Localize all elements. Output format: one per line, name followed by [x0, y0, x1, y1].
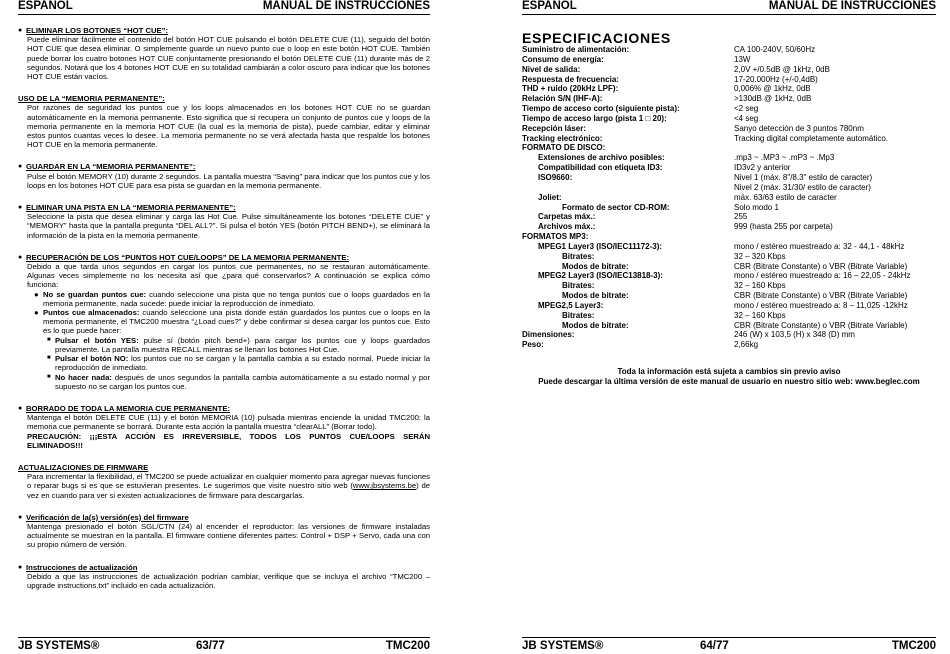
body-text: Para incrementar la flexibilidad, el TMC200 se puede actualizar en cualquier momento para agregar nuevas funciones o reparar bugs si es que se estuvieran presentes. Le sugerimos que visite nuestro sitio web (: [27, 472, 430, 491]
spec-label: Extensiones de archivo posibles:: [538, 153, 665, 163]
spec-label: Consumo de energía:: [522, 54, 604, 64]
item-label: No se guardan puntos cue:: [43, 289, 147, 299]
list-item: [18, 308, 430, 336]
spec-value: 2,0V +/0.5dB @ 1kHz, 0dB: [734, 64, 830, 74]
page-header: [522, 0, 936, 15]
spec-row: [522, 262, 936, 272]
bullet-icon: ●: [18, 163, 23, 171]
page-header: [18, 0, 430, 15]
list-item: [18, 373, 430, 391]
spec-value: 999 (hasta 255 por carpeta): [734, 222, 833, 232]
bullet-icon: ●: [18, 563, 23, 571]
list-item: [18, 354, 430, 372]
spec-value: Sanyo detección de 3 puntos 780nm: [734, 123, 864, 133]
item-label: Pulsar el botón NO:: [55, 354, 129, 364]
spec-row: [522, 153, 936, 163]
spec-label: Modos de bitrate:: [562, 320, 629, 330]
spec-row: [522, 271, 936, 281]
spec-row: [522, 311, 936, 321]
section-title: ACTUALIZACIONES DE FIRMWARE: [18, 462, 149, 472]
page-footer: [18, 637, 430, 652]
section-body: Seleccione la pista que desea eliminar y carga las Hot Cue. Pulse simultáneamente los botones “DELETE CUE” y “MEMORY” hasta que la pantalla pregunta “DEL ALL?”. Si pulsa el botón YES (botón PITCH BEND+), se eliminará la información de la pista en la memoria permanente.: [27, 212, 430, 240]
header-language: ESPAÑOL: [522, 0, 577, 12]
spec-row: [522, 291, 936, 301]
notice-line: Toda la información está sujeta a cambios sin previo aviso: [617, 367, 841, 376]
spec-value: .mp3 ~ .MP3 ~ .mP3 ~ .Mp3: [734, 153, 835, 163]
list-item: [18, 336, 430, 354]
spec-value: 13W: [734, 54, 751, 64]
spec-label: FORMATOS MP3:: [522, 232, 589, 242]
spec-label: Carpetas máx.:: [538, 212, 596, 222]
spec-value: <2 seg: [734, 104, 759, 114]
section-eliminar-hot-cue: [18, 26, 430, 81]
spec-row: [522, 55, 936, 65]
section-body: Puede eliminar fácilmente el contenido del botón HOT CUE pulsando el botón DELETE CUE (11), seguido del botón HOT CUE que desea eliminar. O simplemente guarde un nuevo punto cue o loop en este botón HOT CUE. También puede borrar los cuatro botones HOT CUE conjuntamente presionando el botón DELETE CUE (11) durante más de 2 segundos. Notará que los 4 botones HOT CUE en su totalidad cambiarán a color oscuro para indicar que los botones HOT CUE están vacíos.: [27, 35, 430, 82]
spec-value: CBR (Bitrate Constante) o VBR (Bitrate Variable): [734, 320, 908, 330]
spec-row: [522, 65, 936, 75]
spec-value: 246 (W) x 103,5 (H) x 348 (D) mm: [734, 330, 855, 340]
spec-value: mono / estéreo muestreado a: 8 – 11,025 -12kHz: [734, 300, 908, 310]
spec-label: THD + ruido (20kHz LPF):: [522, 84, 619, 94]
header-title: MANUAL DE INSTRUCCIONES: [262, 0, 430, 12]
spec-value: Tracking digital completamente automático.: [734, 133, 888, 143]
spec-label: Nivel de salida:: [522, 64, 581, 74]
footer-brand: JB SYSTEMS®: [18, 640, 100, 652]
square-bullet-icon: ■: [47, 373, 51, 380]
spec-row: [522, 212, 936, 222]
spec-row: [522, 94, 936, 104]
spec-label: Dimensiones:: [522, 330, 575, 340]
header-language: ESPAÑOL: [18, 0, 73, 12]
section-title: ELIMINAR UNA PISTA EN LA “MEMORIA PERMANENTE”:: [26, 203, 236, 213]
footer-model: TMC200: [891, 640, 936, 652]
footer-model: TMC200: [385, 640, 430, 652]
spec-value: 255: [734, 212, 748, 222]
spec-value: >130dB @ 1kHz, 0dB: [734, 94, 812, 104]
spec-row: [522, 193, 936, 203]
spec-label: Archivos máx.:: [538, 222, 596, 232]
section-instrucciones: [18, 563, 430, 591]
spec-row: [522, 84, 936, 94]
spec-row: [522, 143, 936, 153]
section-title: Verificación de la(s) versión(es) del firmware: [26, 512, 189, 522]
spec-label: Bitrates:: [562, 310, 595, 320]
section-title: USO DE LA “MEMORIA PERMANENTE”:: [18, 94, 165, 104]
section-recuperacion: [18, 253, 430, 391]
section-guardar: [18, 162, 430, 190]
spec-label: Modos de bitrate:: [562, 261, 629, 271]
spec-value: mono / estéreo muestreado a: 16 – 22,05 - 24kHz: [734, 271, 911, 281]
footer-page-number: 64/77: [700, 640, 729, 652]
bullet-icon: ●: [34, 308, 39, 318]
item-text: pulse sí (botón pitch bend+) para cargar los puntos cue y loops guardados previamente. La pantalla muestra RECALL mientras se llenan los botones Hot Cue.: [55, 335, 430, 354]
footer-brand: JB SYSTEMS®: [522, 640, 604, 652]
spec-label: Suministro de alimentación:: [522, 45, 630, 54]
spec-value: <4 seg: [734, 113, 759, 123]
left-content: [18, 26, 430, 603]
spec-row: [522, 45, 936, 55]
item-text: cuando seleccione una pista que no tenga puntos cue o loops guardados en la memoria permanente, nada sucede: puede iniciar la reproducción de inmediato.: [43, 289, 430, 308]
website-link[interactable]: www.jbsystems.be: [352, 481, 417, 491]
item-text: cuando seleccione una pista donde están guardados los puntos cue o loops en la memoria permanente, el TMC200 muestra “¿Load cues?” y debe confirmar si desea cargar los puntos cue. Esto es lo que puede hacer:: [43, 308, 430, 336]
spec-row: [522, 232, 936, 242]
section-borrado: [18, 404, 430, 450]
spec-row: [522, 134, 936, 144]
spec-value: 32 – 160 Kbps: [734, 310, 786, 320]
warning-text: PRECAUCIÓN: ¡¡¡ESTA ACCIÓN ES IRREVERSIBLE, TODOS LOS PUNTOS CUE/LOOPS SERÁN ELIMINADOS!!!: [27, 431, 430, 450]
spec-row: [522, 203, 936, 213]
bullet-icon: ●: [18, 404, 23, 412]
footer-page-number: 63/77: [196, 640, 225, 652]
spec-value: Solo modo 1: [734, 202, 779, 212]
spec-row: [522, 75, 936, 85]
section-body: [18, 472, 430, 500]
spec-value: ID3v2 y anterior: [734, 163, 791, 173]
section-title: GUARDAR EN LA “MEMORIA PERMANENTE”:: [26, 162, 196, 172]
spec-label: Tiempo de acceso largo (pista 1 □ 20):: [522, 113, 667, 123]
spec-row: [522, 222, 936, 232]
section-title: ELIMINAR LOS BOTONES “HOT CUE”:: [26, 26, 169, 35]
section-eliminar-pista: [18, 203, 430, 240]
right-page: [522, 0, 936, 654]
spec-value: 32 – 320 Kbps: [734, 251, 786, 261]
item-label: Pulsar el botón YES:: [55, 335, 139, 345]
notice-line: Puede descargar la última versión de este manual de usuario en nuestro sitio web: www.beglec.com: [538, 377, 920, 386]
specifications-title: ESPECIFICACIONES: [522, 30, 671, 46]
spec-value: 2,66kg: [734, 340, 759, 350]
spec-label: Peso:: [522, 340, 544, 350]
spec-label: Formato de sector CD-ROM:: [562, 202, 670, 212]
spec-row: [522, 301, 936, 311]
page-footer: [522, 637, 936, 652]
spec-value: Nivel 2 (máx. 31/30/ estilo de caracter): [734, 182, 871, 192]
item-text: después de unos segundos la pantalla cambia automáticamente a su estado normal y por supuesto no se cargan los puntos cue.: [55, 372, 431, 391]
spec-row: [522, 330, 936, 340]
body-text: ) de vez en cuando para ver si existen actualizaciones de firmware para descargarlas.: [27, 481, 430, 500]
spec-label: MPEG2 Layer3 (ISO/IEC13818-3):: [538, 271, 663, 281]
spec-row: [522, 163, 936, 173]
section-firmware: [18, 463, 430, 500]
list-item: [18, 290, 430, 308]
notice: [522, 367, 936, 387]
spec-row: [522, 340, 936, 350]
square-bullet-icon: ■: [47, 336, 51, 343]
spec-row: [522, 252, 936, 262]
spec-value: CBR (Bitrate Constante) o VBR (Bitrate Variable): [734, 261, 908, 271]
spec-row: [522, 183, 936, 193]
spec-label: Respuesta de frecuencia:: [522, 74, 619, 84]
spec-value: 32 – 160 Kbps: [734, 281, 786, 291]
spec-label: Tiempo de acceso corto (siguiente pista):: [522, 104, 680, 114]
section-body: Mantenga presionado el botón SGL/CTN (24) al encender el reproductor: las versiones de firmware instaladas actualmente se muestran en la pantalla. El firmware contiene diferentes partes: Control + DSP + Servo, cada una con su propio número de versión.: [27, 521, 430, 550]
bullet-icon: ●: [18, 204, 23, 212]
spec-row: [522, 124, 936, 134]
spec-row: [522, 281, 936, 291]
section-verificacion: [18, 513, 430, 550]
spec-label: Compatibilidad con etiqueta ID3:: [538, 163, 663, 173]
spec-row: [522, 114, 936, 124]
square-bullet-icon: ■: [47, 355, 51, 362]
spec-label: Bitrates:: [562, 251, 595, 261]
spec-value: CBR (Bitrate Constante) o VBR (Bitrate Variable): [734, 291, 908, 301]
section-body: Debido a que tarda unos segundos en cargar los puntos cue permanentes, no se restauran automáticamente. Algunas veces simplemente no los necesita así que ¿para qué conservarlos? A continuación se explica cómo funciona:: [27, 262, 430, 290]
bullet-icon: ●: [34, 289, 39, 299]
section-memoria-permanente: [18, 94, 430, 149]
spec-value: CA 100-240V, 50/60Hz: [734, 45, 816, 54]
spec-value: mono / estéreo muestreado a: 32 - 44,1 - 48kHz: [734, 241, 905, 251]
section-title: RECUPERACIÓN DE LOS “PUNTOS HOT CUE/LOOPS” DE LA MEMORIA PERMANENTE:: [26, 252, 350, 262]
header-title: MANUAL DE INSTRUCCIONES: [768, 0, 936, 12]
spec-label: Joliet:: [538, 192, 562, 202]
spec-label: Modos de bitrate:: [562, 291, 629, 301]
section-title: Instrucciones de actualización: [26, 562, 138, 572]
bullet-icon: ●: [18, 513, 23, 521]
spec-label: MPEG2,5 Layer3:: [538, 300, 604, 310]
spec-label: Bitrates:: [562, 281, 595, 291]
bullet-icon: ●: [18, 27, 23, 34]
specifications-list: [522, 45, 936, 350]
section-title: BORRADO DE TODA LA MEMORIA CUE PERMANENTE:: [26, 403, 231, 413]
item-label: No hacer nada:: [55, 372, 112, 382]
section-body: Por razones de seguridad los puntos cue y los loops almacenados en los botones HOT CUE no se guardan automáticamente en la memoria permanente. Esto significa que si recupera un conjunto de puntos cue y loops de la memoria permanente en la memoria HOT CUE (la cual es la memoria de pista), puede cambiar, editar y eliminar estos puntos cuantas veces lo desee. La memoria permanente no se verá afectada hasta que respalde los botones HOT CUE en la memoria permanente.: [27, 103, 430, 150]
item-text: los puntos cue no se cargan y la pantalla cambia a su estado normal. Puede iniciar la reproducción de inmediato.: [55, 354, 431, 373]
spec-value: Nivel 1 (máx. 8"/8.3" estilo de caracter): [734, 172, 873, 182]
section-body: Debido a que las instrucciones de actualización podrían cambiar, verifique que se incluya el archivo “TMC200 – upgrade instructions.txt” incluido en cada actualización.: [27, 571, 430, 590]
spec-value: máx. 63/63 estilo de caracter: [734, 192, 837, 202]
spec-label: ISO9660:: [538, 172, 573, 182]
section-body: Pulse el botón MEMORY (10) durante 2 segundos. La pantalla muestra “Saving” para indicar que los puntos cue y los loops en los botones HOT CUE para esa pista se guardan en la memoria permanente.: [27, 171, 430, 190]
item-label: Puntos cue almacenados:: [43, 308, 140, 318]
bullet-icon: ●: [18, 253, 23, 261]
spec-value: 17-20.000Hz (+/-0,4dB): [734, 74, 818, 84]
spec-row: [522, 321, 936, 331]
spec-label: MPEG1 Layer3 (ISO/IEC11172-3):: [538, 241, 663, 251]
spec-label: Recepción láser:: [522, 123, 587, 133]
spec-label: Tracking electrónico:: [522, 133, 603, 143]
section-body: Mantenga el botón DELETE CUE (11) y el botón MEMORIA (10) pulsada mientras enciende la unidad TMC200: la memoria cue permanente se borrará. Durante esta acción la pantalla muestra “clearALL” (Borrar todo).: [27, 413, 430, 432]
spec-row: [522, 242, 936, 252]
left-page: [18, 0, 430, 654]
spec-row: [522, 104, 936, 114]
spec-row: [522, 173, 936, 183]
spec-label: FORMATO DE DISCO:: [522, 143, 606, 153]
spec-value: 0,006% @ 1kHz, 0dB: [734, 84, 811, 94]
spec-label: Relación S/N (IHF-A):: [522, 94, 603, 104]
